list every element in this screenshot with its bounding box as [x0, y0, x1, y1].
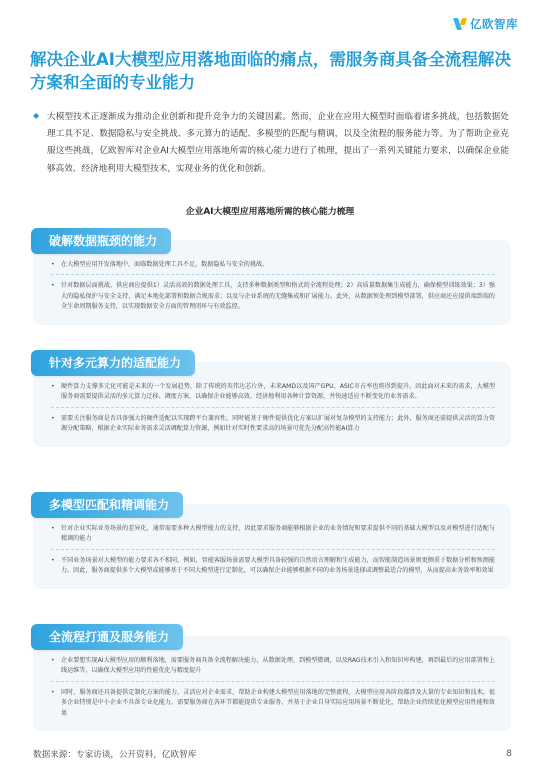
card-title: 全流程打通及服务能力 [31, 624, 183, 650]
diamond-bullet-icon: ◆ [33, 111, 40, 120]
section-title: 企业AI大模型应用落地所需的核心能力梳理 [185, 207, 355, 217]
list-item: • 硬件算力支撑多元化可能是未来的一个发展趋势，除了传统的英伟达芯片外，未来AMD以及国产GPU、ASIC市占率也将得到提升。因此面对未来的需求，大模型服务商需要提供灵活的多元算力迁移、调度方案，以确保企业能够高效、经济地利用各种计算资源，并快速适应不断变化的业务需求。 [51, 383, 495, 401]
divider [51, 549, 495, 550]
divider [51, 274, 495, 275]
list-item: • 同时，服务商还具备提供定制化方案的能力，灵活应对企业需求，帮助企业构建大模型应用落地的完整流程。大模型应用各阶段都涉及大量的专业知识和技术，很多企业特别是中小企业不具备专业化能力，需要服务商在各环节都能提供专业服务，并基于企业自身实际应用场景不断优化，帮助企业持续优化模型应用性能和效果 [51, 688, 495, 717]
capability-card-data [33, 234, 511, 325]
capability-card-models [33, 498, 511, 589]
list-item: • 在大模型应用开发落地中，面临数据处理工具不足、数据隐私与安全的挑战。 [51, 261, 269, 268]
brand-logo [454, 16, 518, 32]
page-title: 解决企业AI大模型应用落地面临的痛点，需服务商具备全流程解决方案和全面的专业能力 [30, 50, 511, 92]
list-item: • 针对企业实际业务场景的差异化，通常需要多种大模型能力的支持，因此要求服务商能够根据企业的业务情况和要求提供不同的基础大模型以及对模型进行适配与精调的能力 [51, 525, 495, 543]
list-item: • 不同业务场景对大模型的能力要求各不相同，例如，智能客服场景需要大模型具备较强的自然语言理解和生成能力，而智能制造场景则更侧重于数据分析和预测能力。因此，服务商提供多个大模型或能够基于不同大模型进行定制化，可以确保企业能够根据不同的业务场景选择或调整最适合的模型，从而提高业务效率和效果 [51, 556, 495, 575]
list-item: • 针对数据层面挑战，供应商应提供1）灵活高效的数据处理工具，支持多种数据类型和格式的全流程处理；2）高质量数据集生成能力，确保模型训练效果；3）强大的隐私保护与安全支持，满足本地化部署和数据合规需求；以及与企业系统的无缝集成和扩展能力。此外，从数据预处理到模型部署，供应商还应提供端到端的全生命周期服务支持，以实现数据安全方面的管理闭环与有效监控。 [51, 282, 495, 311]
capability-card-compute [33, 356, 511, 447]
list-item: • 企业要想实现AI大模型应用的顺利落地，需要服务商具备全流程解决能力，从数据处理，到模型微调，以及RAG技术引入和知识库构建，再到最后的应用部署和上线运维等，以确保大模型应用的性能优化与精度提升 [51, 657, 495, 675]
divider [51, 681, 495, 682]
list-item: • 需要关注服务商是否具备强大的硬件适配以实现跨平台兼容性，同时能基于硬件提供优化方案以扩展对复杂模型的支持能力；此外，服务商还需提供灵活的算力资源分配策略，根据企业实际业务需求灵活调配算力资源，例如针对实时性要求高的场景可优先分配高性能AI算力 [51, 414, 495, 433]
card-title: 针对多元算力的适配能力 [31, 350, 195, 376]
divider [51, 407, 495, 408]
data-source-note: 数据来源：专家访谈，公开资料，亿欧智库 [33, 750, 197, 760]
intro-text: 大模型技术正逐渐成为推动企业创新和提升竞争力的关键因素。然而，企业在应用大模型时面临着诸多挑战，包括数据处理工具不足、数据隐私与安全挑战、多元算力的适配、多模型的匹配与精调，以及全流程的服务能力等。为了帮助企业克服这些挑战，亿欧智库对企业AI大模型应用落地所需的核心能力进行了梳理，提出了一系列关键能力要求，以确保企业能够高效、经济地利用大模型技术，实现业务的优化和创新。 [47, 112, 509, 174]
logo-mark-icon [454, 16, 468, 32]
intro-paragraph [33, 109, 509, 178]
card-title: 多模型匹配和精调能力 [31, 492, 183, 518]
card-title: 破解数据瓶颈的能力 [31, 228, 171, 254]
logo-text: 亿欧智库 [470, 17, 518, 31]
capability-card-fullprocess [33, 630, 511, 731]
page-number: 8 [506, 749, 512, 759]
